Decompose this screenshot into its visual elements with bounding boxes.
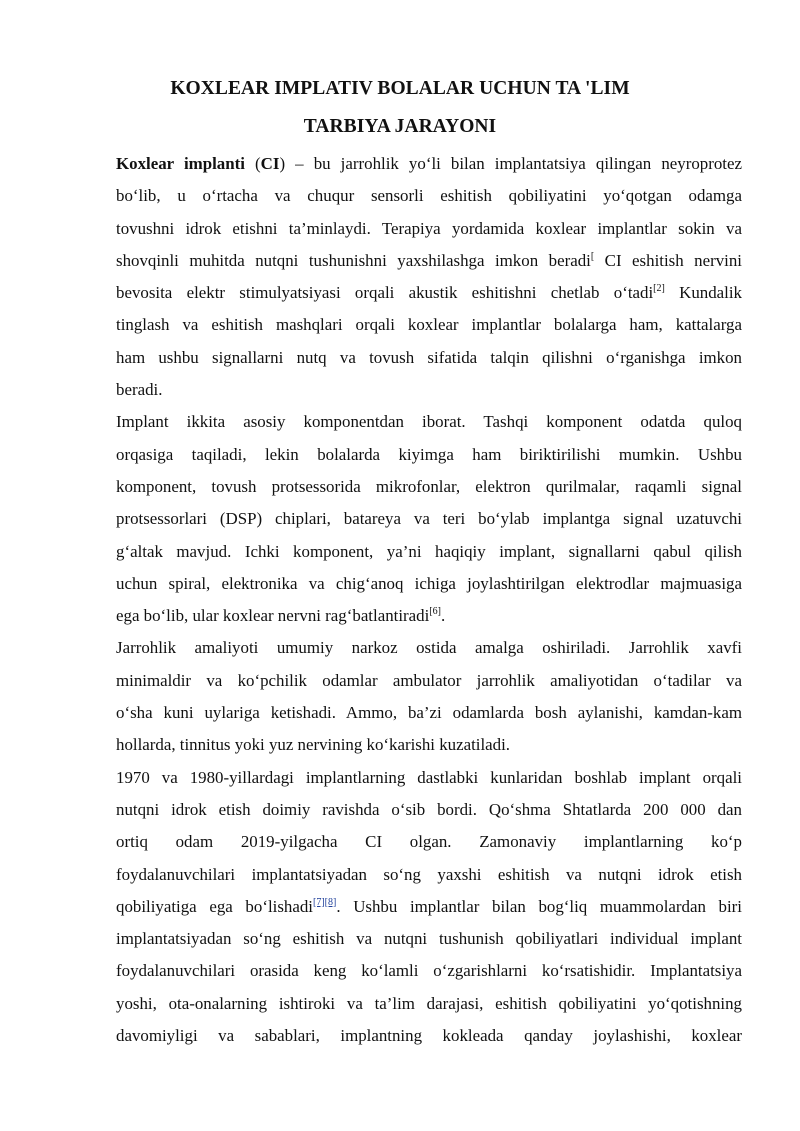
- paragraph-line: tovushni idrok etishni ta’minlaydi. Terapiya yordamida koxlear implantlar sokin va: [116, 218, 742, 238]
- footnote-marker: [2]: [653, 283, 665, 295]
- text-span: qobiliyatiga ega bo‘lishadi: [116, 896, 313, 916]
- footnote-marker: [: [590, 250, 595, 262]
- reference-link[interactable]: [8]: [324, 896, 337, 908]
- paragraph-4: [116, 762, 742, 1053]
- paragraph-line: g‘altak mavjud. Ichki komponent, ya’ni haqiqiy implant, signallarni qabul qilish: [116, 541, 742, 561]
- paragraph-line: implantatsiyadan so‘ng eshitish va nutqni tushunish qobiliyatlari individual implant: [116, 929, 742, 949]
- paragraph-line: hollarda, tinnitus yoki yuz nervining ko‘karishi kuzatiladi.: [116, 735, 511, 755]
- paragraph-line: yoshi, ota-onalarning ishtiroki va ta’lim darajasi, eshitish qobiliyatini yo‘qotishning: [116, 993, 742, 1013]
- paragraph-line: [116, 891, 742, 923]
- text-span: (: [244, 154, 261, 173]
- paragraph-line: ham ushbu signallarni nutq va tovush sifatida talqin qilishni o‘rganishga imkon: [116, 347, 742, 367]
- paragraph-line: davomiyligi va sabablari, implantning kokleada qanday joylashishi, koxlear: [116, 1026, 742, 1046]
- document-title-line-1: KOXLEAR IMPLATIV BOLALAR UCHUN TA 'LIM: [170, 78, 630, 99]
- text-span: Kundalik: [664, 283, 742, 303]
- paragraph-line: o‘sha kuni uylariga ketishadi. Ammo, ba’zi odamlarda bosh aylanishi, kamdan-kam: [116, 703, 742, 723]
- paragraph-line: nutqni idrok etish doimiy ravishda o‘sib bordi. Qo‘shma Shtatlarda 200 000 dan: [116, 799, 742, 819]
- paragraph-line: Jarrohlik amaliyoti umumiy narkoz ostida amalga oshiriladi. Jarrohlik xavfi: [116, 638, 742, 658]
- paragraph-line: minimaldir va ko‘pchilik odamlar ambulator jarrohlik amaliyotidan o‘tadilar va: [116, 670, 742, 690]
- paragraph-line: protsessorlari (DSP) chiplari, batareya va teri bo‘ylab implantga signal uzatuvchi: [116, 509, 742, 529]
- abbr-bold: CI: [260, 154, 280, 173]
- paragraph-line: beradi.: [116, 380, 163, 400]
- paragraph-line: 1970 va 1980-yillardagi implantlarning dastlabki kunlaridan boshlab implant orqali: [116, 767, 742, 787]
- footnote-marker: [6]: [429, 606, 441, 618]
- text-span: ega bo‘lib, ular koxlear nervni rag‘batlantiradi: [116, 606, 430, 626]
- document-title-line-2: TARBIYA JARAYONI: [303, 116, 497, 137]
- term-bold: Koxlear implanti: [116, 154, 245, 173]
- paragraph-line: foydalanuvchilari orasida keng ko‘lamli o‘zgarishlarni ko‘rsatishidir. Implantatsiya: [116, 961, 742, 981]
- paragraph-line: komponent, tovush protsessorida mikrofonlar, elektron qurilmalar, raqamli signal: [116, 476, 742, 496]
- paragraph-line: [116, 277, 742, 309]
- paragraph-line: [116, 245, 742, 277]
- paragraph-line: uchun spiral, elektronika va chig‘anoq ichiga joylashtirilgan elektrodlar majmuasiga: [116, 573, 742, 593]
- text-span: bevosita elektr stimulyatsiyasi orqali akustik eshitishni chetlab o‘tadi: [116, 283, 654, 303]
- text-span: ) – bu jarrohlik yo‘li bilan implantatsiya qilingan neyroprotez: [279, 154, 742, 173]
- paragraph-3: [116, 632, 742, 761]
- paragraph-1: [116, 148, 742, 406]
- text-span: . Ushbu implantlar bilan bog‘liq muammolardan biri: [336, 896, 742, 916]
- text-span: CI eshitish nervini: [594, 250, 742, 270]
- paragraph-line: orqasiga taqiladi, lekin bolalarda kiyimga ham biriktirilishi mumkin. Ushbu: [116, 444, 742, 464]
- paragraph-line: [116, 600, 742, 632]
- paragraph-line: ortiq odam 2019-yilgacha CI olgan. Zamonaviy implantlarning ko‘p: [116, 832, 742, 852]
- reference-link[interactable]: [7]: [312, 896, 325, 908]
- paragraph-2: [116, 406, 742, 632]
- paragraph-line: foydalanuvchilari implantatsiyadan so‘ng yaxshi eshitish va nutqni idrok etish: [116, 864, 742, 884]
- paragraph-line: Implant ikkita asosiy komponentdan iborat. Tashqi komponent odatda quloq: [116, 412, 742, 432]
- paragraph-line: bo‘lib, u o‘rtacha va chuqur sensorli eshitish qobiliyatini yo‘qotgan odamga: [116, 186, 742, 206]
- text-span: shovqinli muhitda nutqni tushunishni yaxshilashga imkon beradi: [116, 250, 591, 270]
- document-body: [116, 148, 742, 1052]
- paragraph-line: [116, 148, 742, 180]
- paragraph-line: tinglash va eshitish mashqlari orqali koxlear implantlar bolalarga ham, kattalarga: [116, 315, 742, 335]
- text-span: .: [440, 606, 446, 626]
